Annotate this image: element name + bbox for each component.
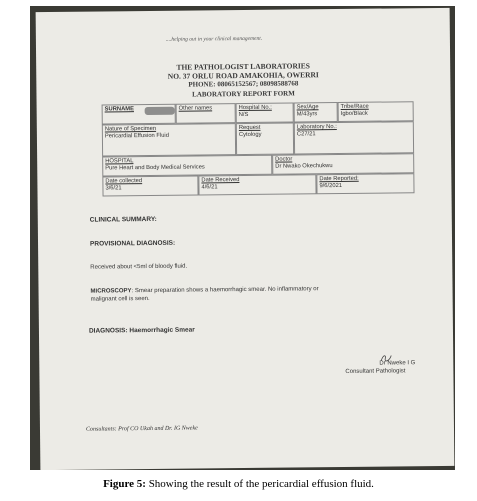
- consultants-footer: Consultants: Prof CO Ukah and Dr. IG Nweke: [85, 425, 198, 433]
- sex-age-cell: [294, 102, 338, 122]
- doctor-value: Dr Nwako Okechukwu: [275, 163, 333, 170]
- tribe-race-cell: [338, 101, 414, 122]
- lab-no-value: C27/21: [296, 131, 316, 138]
- signer-name: Dr Nweke I G: [379, 360, 416, 367]
- date-reported-cell: [316, 173, 414, 194]
- lab-no-label: Laboratory No.:: [296, 124, 337, 131]
- received-note: Received about <5ml of bloody fluid.: [90, 263, 188, 271]
- lab-name: THE PATHOLOGIST LABORATORIES: [176, 61, 310, 72]
- patient-info-table: [102, 101, 415, 192]
- sex-age-value: M/43yrs: [296, 111, 318, 118]
- request-label: Request: [238, 124, 261, 132]
- specimen-label: Nature of Specimen: [104, 125, 157, 133]
- figure-caption: [0, 478, 477, 490]
- lab-report-sheet: [36, 8, 455, 470]
- date-received-label: Date Received: [201, 177, 240, 184]
- tribe-race-value: Igbo/Black: [340, 110, 368, 118]
- surname-label: SURNAME: [104, 106, 134, 113]
- signer-title: Consultant Pathologist: [345, 368, 406, 375]
- microscopy-text-1: : Smear preparation shows a haemorrhagic smear. No inflammatory or: [131, 286, 319, 295]
- diagnosis-line: DIAGNOSIS: Haemorrhagic Smear: [88, 326, 195, 335]
- document-photo: [30, 6, 455, 470]
- other-names-cell: [176, 103, 236, 124]
- specimen-cell: [102, 123, 236, 156]
- tribe-race-label: Tribe/Race: [340, 103, 369, 110]
- microscopy-label: MICROSCOPY: [90, 288, 132, 295]
- hospital-value: Pure Heart and Body Medical Services: [105, 164, 205, 172]
- hospital-label: HOSPITAL: [105, 158, 134, 165]
- lab-address: NO. 37 ORLU ROAD AMAKOHIA, OWERRI: [167, 70, 319, 81]
- request-cell: [236, 122, 294, 155]
- date-collected-value: 3/6/21: [105, 185, 122, 192]
- lab-phone: PHONE: 08065152567; 08098588768: [188, 79, 299, 89]
- date-reported-value: 9/6/2021: [319, 183, 343, 190]
- sex-age-label: Sex/Age: [296, 104, 319, 111]
- clinical-summary-heading: CLINICAL SUMMARY:: [89, 215, 157, 224]
- tagline: ....helping out in your clinical management.: [165, 35, 263, 43]
- date-collected-cell: [102, 175, 198, 196]
- surname-cell: [102, 104, 176, 125]
- lab-no-cell: [294, 121, 414, 154]
- date-received-cell: [198, 174, 316, 195]
- request-value: Cytology: [238, 132, 262, 139]
- doctor-label: Doctor: [275, 156, 293, 163]
- hospital-no-label: Hospital No.:: [238, 104, 272, 112]
- form-title: LABORATORY REPORT FORM: [192, 89, 295, 99]
- date-collected-label: Date collected: [105, 178, 143, 185]
- redacted-name-blur: [145, 107, 175, 115]
- date-reported-label: Date Reported:: [319, 175, 359, 183]
- doctor-cell: [272, 153, 414, 174]
- specimen-value: Pericardial Effusion Fluid: [104, 133, 169, 140]
- microscopy-line-2: malignant cell is seen.: [90, 296, 150, 303]
- hospital-no-value: N/S: [238, 112, 249, 119]
- hospital-no-cell: [236, 102, 294, 123]
- provisional-diagnosis-heading: PROVISIONAL DIAGNOSIS:: [90, 239, 176, 248]
- caption-label: Figure 5:: [103, 478, 146, 490]
- other-names-label: Other names: [178, 105, 213, 112]
- caption-text: Showing the result of the pericardial effusion fluid.: [145, 478, 374, 490]
- hospital-cell: [102, 155, 272, 177]
- microscopy-line-1: [91, 286, 319, 294]
- date-received-value: 4/6/21: [201, 184, 218, 191]
